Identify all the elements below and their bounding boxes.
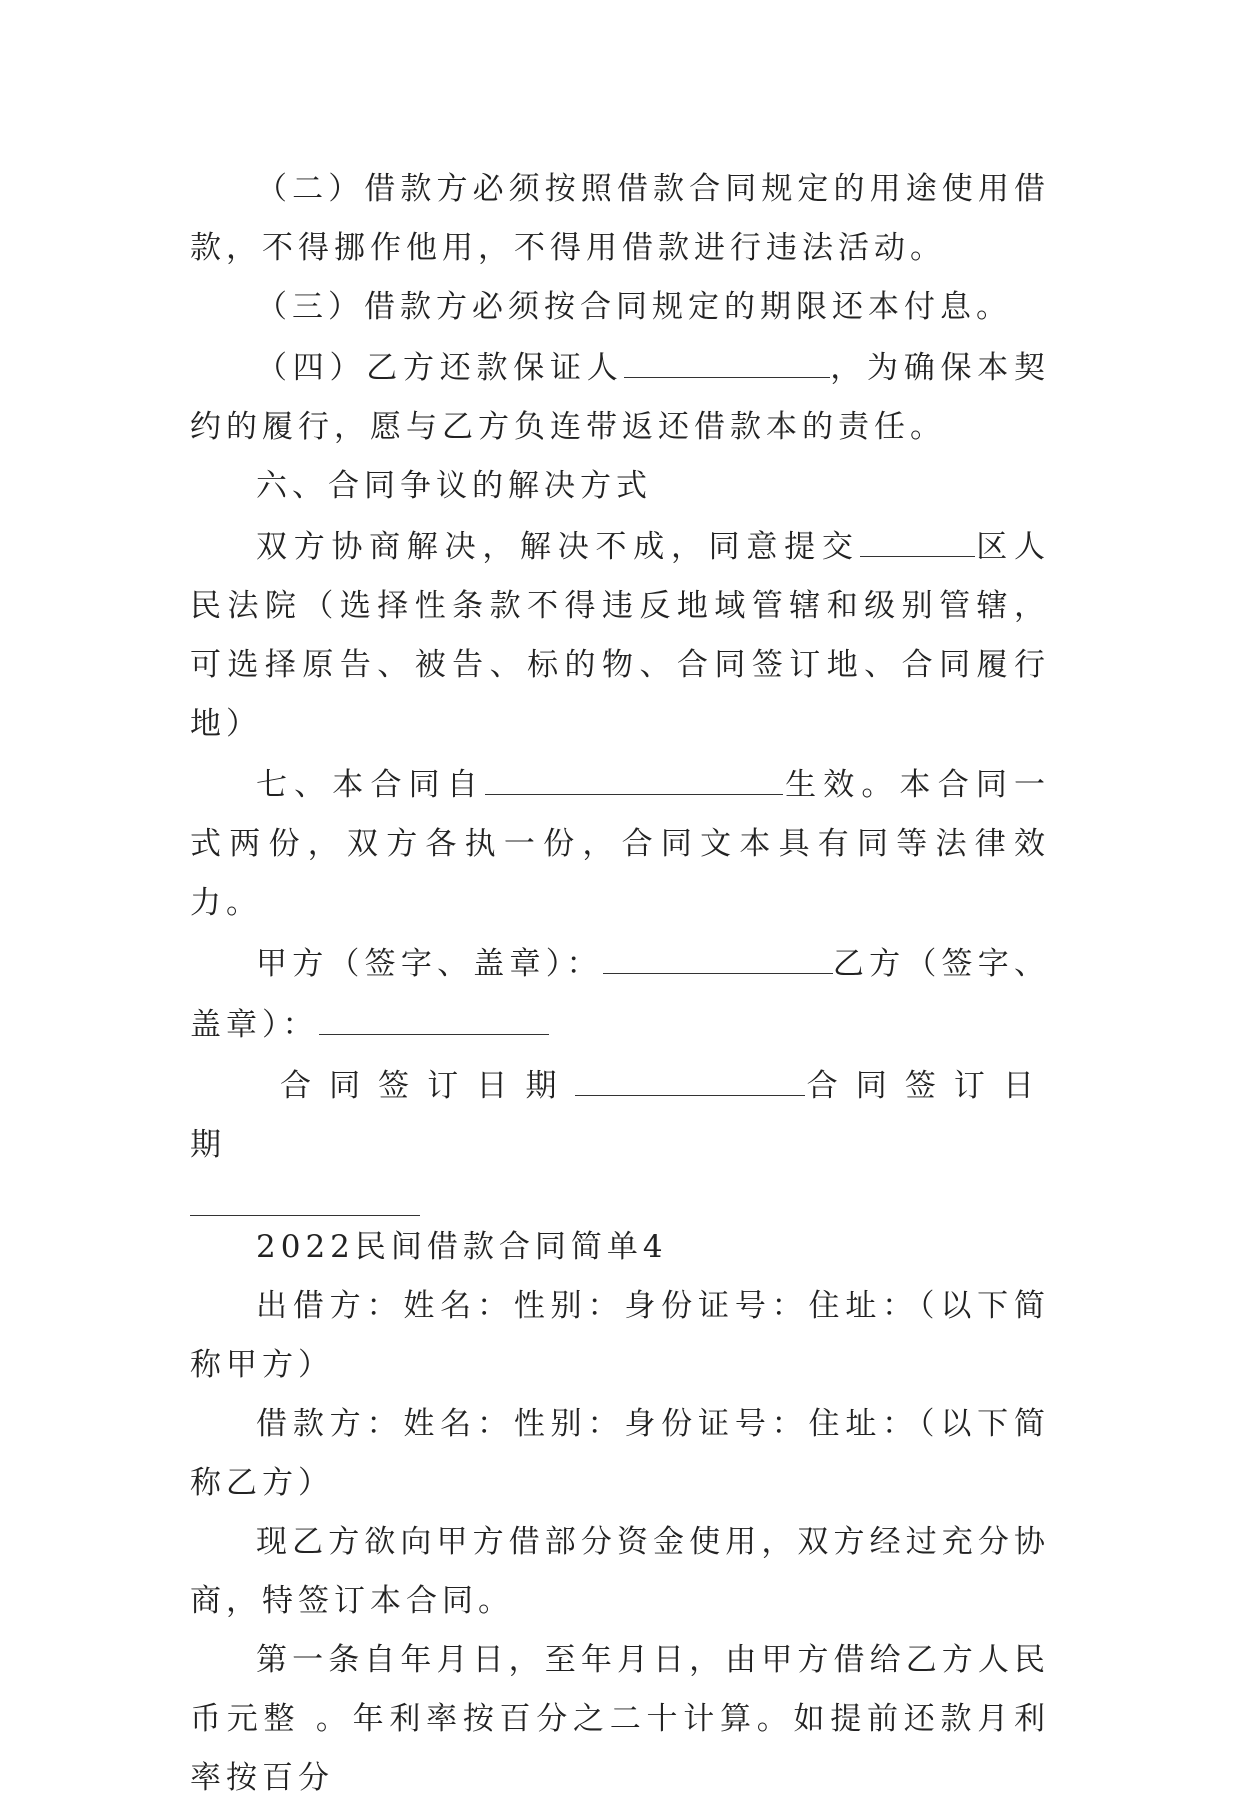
clause-3-text: （三）借款方必须按合同规定的期限还本付息。 (256, 289, 1012, 325)
sign-date-blank-a (575, 1055, 805, 1096)
paragraph-clause-2 (190, 160, 1050, 278)
party-a-signature-blank (603, 933, 833, 974)
lender-text: 出借方：姓名：性别：身份证号：住址：（以下简称甲方） (190, 1288, 1050, 1383)
paragraph-borrower (190, 1395, 1050, 1513)
court-blank (860, 516, 975, 557)
effective-date-blank (485, 754, 783, 795)
document-page (190, 160, 1050, 1808)
borrower-text: 借款方：姓名：性别：身份证号：住址：（以下简称乙方） (190, 1406, 1050, 1501)
contract-title-text: 2022民间借款合同简单4 (256, 1229, 668, 1265)
preamble-text: 现乙方欲向甲方借部分资金使用，双方经过充分协商，特签订本合同。 (190, 1524, 1050, 1619)
paragraph-preamble (190, 1513, 1050, 1631)
effective-text-b: 生效。本合同一式两份，双方各执一份，合同文本具有同等法律效力。 (190, 767, 1051, 921)
disputes-heading-text: 六、合同争议的解决方式 (256, 468, 652, 504)
clause-4-text-b: ，为确保本契约的履行，愿与乙方负连带返还借款本的责任。 (190, 350, 1050, 445)
clause-4-text-a: （四）乙方还款保证人 (256, 350, 624, 386)
sign-date-blank-b (190, 1175, 420, 1216)
effective-text-a: 七、本合同自 (256, 767, 485, 803)
article-1-text: 第一条自年月日，至年月日，由甲方借给乙方人民币元整 。年利率按百分之二十计算。如提前还款月利率按百分 (190, 1642, 1050, 1796)
sign-date-label-b: 合同签订日期 (190, 1068, 1051, 1163)
clause-2-text: （二）借款方必须按照借款合同规定的用途使用借款，不得挪作他用，不得用借款进行违法活动。 (190, 171, 1050, 266)
paragraph-sign-dates (190, 1055, 1050, 1175)
party-b-signature-blank (319, 994, 549, 1035)
guarantor-blank (624, 337, 830, 378)
party-a-signature-label: 甲方（签字、盖章）： (256, 946, 603, 982)
paragraph-clause-3 (190, 278, 1050, 337)
paragraph-disputes (190, 516, 1050, 754)
paragraph-signatures (190, 933, 1050, 1055)
paragraph-clause-4 (190, 337, 1050, 457)
contract-title (190, 1218, 1050, 1277)
party-b-signature-label: 乙方（签字、盖章）： (190, 946, 1050, 1043)
paragraph-article-1 (190, 1631, 1050, 1808)
sign-date-label-a: 合同签订日期 (280, 1068, 575, 1104)
paragraph-effective (190, 754, 1050, 933)
paragraph-lender (190, 1277, 1050, 1395)
section-heading-disputes (190, 457, 1050, 516)
disputes-text-b: 区人民法院（选择性条款不得违反地域管辖和级别管辖，可选择原告、被告、标的物、合同签订地、合同履行地） (190, 529, 1051, 742)
disputes-text-a: 双方协商解决，解决不成，同意提交 (256, 529, 860, 565)
